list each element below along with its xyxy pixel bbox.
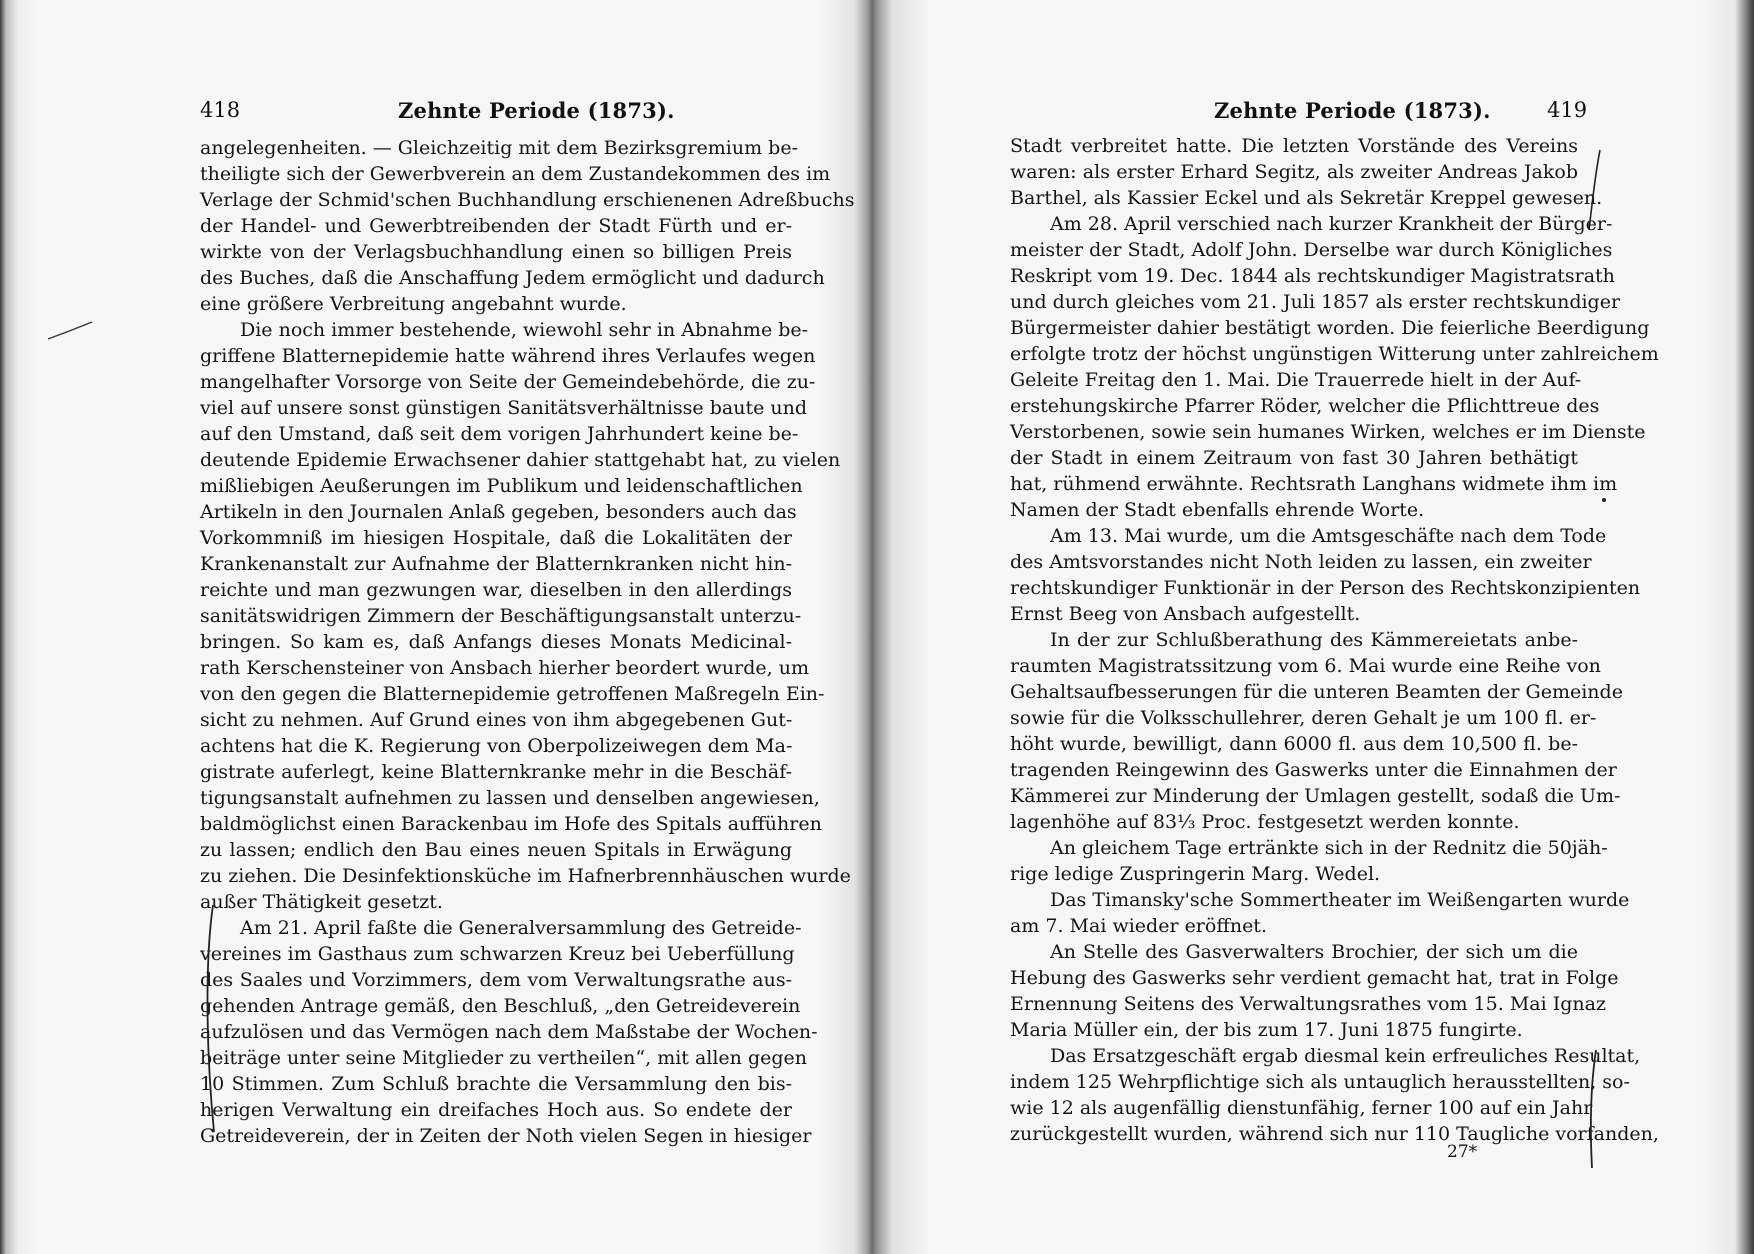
text-line: herigen Verwaltung ein dreifaches Hoch aus. So endete der — [200, 1099, 792, 1121]
text-line: zurückgestellt wurden, während sich nur 110 Taugliche vorfanden, — [1010, 1123, 1659, 1145]
text-line: theiligte sich der Gewerbverein an dem Zustandekommen des im — [200, 163, 831, 185]
text-line: tragenden Reingewinn des Gaswerks unter die Einnahmen der — [1010, 759, 1617, 781]
text-line: bringen. So kam es, daß Anfangs dieses Monats Medicinal- — [200, 631, 792, 653]
text-line: hat, rühmend erwähnte. Rechtsrath Langhans widmete ihm im — [1010, 473, 1618, 495]
text-line: An gleichem Tage ertränkte sich in der Rednitz die 50jäh- — [1050, 837, 1608, 859]
text-line: Bürgermeister dahier bestätigt worden. Die feierliche Beerdigung — [1010, 317, 1650, 339]
text-line: beiträge unter seine Mitglieder zu vertheilen“, mit allen gegen — [200, 1047, 808, 1069]
text-line: lagenhöhe auf 83⅓ Proc. festgesetzt werden konnte. — [1010, 811, 1520, 833]
text-line: der Handel- und Gewerbtreibenden der Stadt Fürth und er- — [200, 215, 792, 237]
text-line: Geleite Freitag den 1. Mai. Die Trauerrede hielt in der Auf- — [1010, 369, 1582, 391]
text-line: Stadt verbreitet hatte. Die letzten Vorstände des Vereins — [1010, 135, 1578, 157]
text-line: am 7. Mai wieder eröffnet. — [1010, 915, 1267, 937]
text-line: Krankenanstalt zur Aufnahme der Blatternkranken nicht hin- — [200, 553, 792, 575]
text-line: Artikeln in den Journalen Anlaß gegeben, besonders auch das — [200, 501, 797, 523]
text-line: viel auf unsere sonst günstigen Sanitätsverhältnisse baute und — [200, 397, 807, 419]
text-line: wie 12 als augenfällig dienstunfähig, ferner 100 auf ein Jahr — [1010, 1097, 1593, 1119]
page-number-right: 419 — [1547, 98, 1588, 122]
text-line: und durch gleiches vom 21. Juli 1857 als erster rechtskundiger — [1010, 291, 1621, 313]
text-line: An Stelle des Gasverwalters Brochier, der sich um die — [1050, 941, 1578, 963]
text-line: des Saales und Vorzimmers, dem vom Verwaltungsrathe aus- — [200, 969, 792, 991]
text-line: auf den Umstand, daß seit dem vorigen Jahrhundert keine be- — [200, 423, 799, 445]
text-line: wirkte von der Verlagsbuchhandlung einen so billigen Preis — [200, 241, 792, 263]
text-line: Verstorbenen, sowie sein humanes Wirken, welches er im Dienste — [1010, 421, 1646, 443]
text-line: rechtskundiger Funktionär in der Person des Rechtskonzipienten — [1010, 577, 1641, 599]
text-line: raumten Magistratssitzung vom 6. Mai wurde eine Reihe von — [1010, 655, 1601, 677]
page-number-left: 418 — [200, 98, 241, 122]
pencil-bracket-right-top — [1589, 150, 1600, 230]
text-line: 10 Stimmen. Zum Schluß brachte die Versammlung den bis- — [200, 1073, 792, 1095]
text-line: Ernst Beeg von Ansbach aufgestellt. — [1010, 603, 1361, 625]
text-line: Das Ersatzgeschäft ergab diesmal kein erfreuliches Resultat, — [1050, 1045, 1641, 1067]
text-line: Am 21. April faßte die Generalversammlung des Getreide- — [240, 917, 802, 939]
text-line: Das Timansky'sche Sommertheater im Weißengarten wurde — [1050, 889, 1630, 911]
text-line: Gehaltsaufbesserungen für die unteren Beamten der Gemeinde — [1010, 681, 1623, 703]
text-line: Kämmerei zur Minderung der Umlagen gestellt, sodaß die Um- — [1010, 785, 1621, 807]
text-line: erfolgte trotz der höchst ungünstigen Witterung unter zahlreichem — [1010, 343, 1659, 365]
running-head-left: Zehnte Periode (1873). — [398, 98, 675, 123]
text-line: deutende Epidemie Erwachsener dahier stattgehabt hat, zu vielen — [200, 449, 841, 471]
text-line: tigungsanstalt aufnehmen zu lassen und denselben angewiesen, — [200, 787, 820, 809]
text-line: angelegenheiten. — Gleichzeitig mit dem Bezirksgremium be- — [200, 137, 798, 159]
text-line: mangelhafter Vorsorge von Seite der Gemeindebehörde, die zu- — [200, 371, 816, 393]
text-line: höht wurde, bewilligt, dann 6000 fl. aus dem 10,500 fl. be- — [1010, 733, 1578, 755]
text-line: von den gegen die Blatternepidemie getroffenen Maßregeln Ein- — [200, 683, 825, 705]
pencil-bracket-right-bottom — [1591, 1050, 1596, 1168]
signature-mark: 27* — [1447, 1142, 1478, 1162]
text-line: vereines im Gasthaus zum schwarzen Kreuz bei Ueberfüllung — [200, 943, 795, 965]
text-line: Die noch immer bestehende, wiewohl sehr in Abnahme be- — [240, 319, 809, 341]
pencil-dot — [1602, 498, 1606, 502]
text-line: erstehungskirche Pfarrer Röder, welcher die Pflichttreue des — [1010, 395, 1600, 417]
text-line: Am 28. April verschied nach kurzer Krankheit der Bürger- — [1050, 213, 1613, 235]
text-line: zu lassen; endlich den Bau eines neuen Spitals in Erwägung — [200, 839, 792, 861]
text-line: außer Thätigkeit gesetzt. — [200, 891, 443, 913]
text-line: waren: als erster Erhard Segitz, als zweiter Andreas Jakob — [1010, 161, 1578, 183]
text-line: rige ledige Zuspringerin Marg. Wedel. — [1010, 863, 1381, 885]
text-line: griffene Blatternepidemie hatte während ihres Verlaufes wegen — [200, 345, 816, 367]
running-head-right: Zehnte Periode (1873). — [1214, 98, 1491, 123]
text-line: Reskript vom 19. Dec. 1844 als rechtskundiger Magistratsrath — [1010, 265, 1615, 287]
text-line: meister der Stadt, Adolf John. Derselbe war durch Königliches — [1010, 239, 1613, 261]
text-line: baldmöglichst einen Barackenbau im Hofe des Spitals aufführen — [200, 813, 822, 835]
text-line: indem 125 Wehrpflichtige sich als untauglich herausstellten, so- — [1010, 1071, 1630, 1093]
text-line: Vorkommniß im hiesigen Hospitale, daß die Lokalitäten der — [200, 527, 792, 549]
text-line: der Stadt in einem Zeitraum von fast 30 Jahren bethätigt — [1010, 447, 1578, 469]
text-line: sicht zu nehmen. Auf Grund eines von ihm abgegebenen Gut- — [200, 709, 793, 731]
text-line: reichte und man gezwungen war, dieselben in den allerdings — [200, 579, 792, 601]
text-line: gistrate auferlegt, keine Blatternkranke mehr in die Beschäf- — [200, 761, 792, 783]
text-line: Maria Müller ein, der bis zum 17. Juni 1875 fungirte. — [1010, 1019, 1523, 1041]
text-line: mißliebigen Aeußerungen im Publikum und leidenschaftlichen — [200, 475, 803, 497]
text-line: Am 13. Mai wurde, um die Amtsgeschäfte nach dem Tode — [1050, 525, 1607, 547]
text-line: Getreideverein, der in Zeiten der Noth vielen Segen in hiesiger — [200, 1125, 812, 1147]
text-line: sowie für die Volksschullehrer, deren Gehalt je um 100 fl. er- — [1010, 707, 1597, 729]
text-line: rath Kerschensteiner von Ansbach hierher beordert wurde, um — [200, 657, 809, 679]
pencil-bracket-left — [207, 905, 214, 1132]
text-line: Verlage der Schmid'schen Buchhandlung erschienenen Adreßbuchs — [200, 189, 855, 211]
text-line: In der zur Schlußberathung des Kämmereietats anbe- — [1050, 629, 1578, 651]
text-line: sanitätswidrigen Zimmern der Beschäftigungsanstalt unterzu- — [200, 605, 802, 627]
text-line: eine größere Verbreitung angebahnt wurde. — [200, 293, 627, 315]
text-line: Barthel, als Kassier Eckel und als Sekretär Kreppel gewesen. — [1010, 187, 1603, 209]
text-line: Namen der Stadt ebenfalls ehrende Worte. — [1010, 499, 1425, 521]
text-line: des Buches, daß die Anschaffung Jedem ermöglicht und dadurch — [200, 267, 825, 289]
text-line: zu ziehen. Die Desinfektionsküche im Hafnerbrennhäuschen wurde — [200, 865, 851, 887]
text-line: aufzulösen und das Vermögen nach dem Maßstabe der Wochen- — [200, 1021, 818, 1043]
text-line: Hebung des Gaswerks sehr verdient gemacht hat, trat in Folge — [1010, 967, 1619, 989]
text-line: Ernennung Seitens des Verwaltungsrathes vom 15. Mai Ignaz — [1010, 993, 1606, 1015]
text-line: achtens hat die K. Regierung von Oberpolizeiwegen dem Ma- — [200, 735, 793, 757]
text-line: gehenden Antrage gemäß, den Beschluß, „den Getreideverein — [200, 995, 801, 1017]
text-line: des Amtsvorstandes nicht Noth leiden zu lassen, ein zweiter — [1010, 551, 1592, 573]
pencil-stroke-left-margin — [48, 322, 92, 339]
